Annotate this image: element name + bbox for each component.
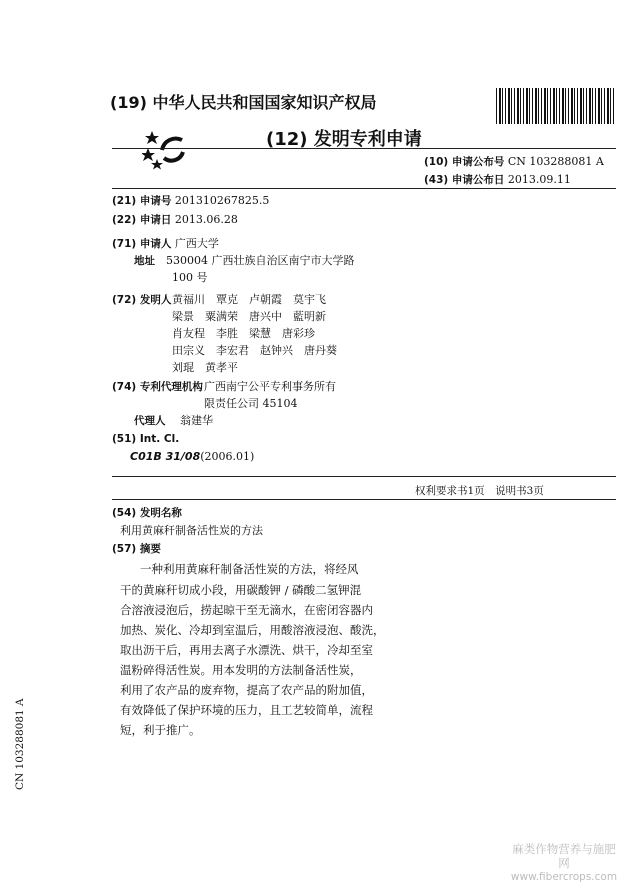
- intcl-entry: [130, 450, 254, 463]
- inventors-line-4: 田宗义 李宏君 赵钟兴 唐丹葵: [172, 344, 337, 357]
- applicant: [112, 235, 219, 251]
- publication-number: [424, 154, 604, 169]
- agent-label: 代理人: [134, 415, 166, 427]
- inventors-line-2: 梁景 粟满荣 唐兴中 藍明新: [172, 310, 326, 323]
- intcl-label: (51) Int. Cl.: [112, 433, 180, 445]
- header-divider: [112, 148, 616, 149]
- abstract-label: (57) 摘要: [112, 543, 161, 555]
- agency-label: (74) 专利代理机构: [112, 381, 203, 393]
- inventors-line-5: 刘琨 黄孝平: [172, 361, 238, 374]
- office-name: (19) 中华人民共和国国家知识产权局: [110, 93, 377, 112]
- title-label: (54) 发明名称: [112, 507, 182, 519]
- applicant-value: 广西大学: [174, 237, 219, 250]
- address-line-1: 530004 广西壮族自治区南宁市大学路: [166, 254, 355, 267]
- publication-date: [424, 172, 571, 187]
- biblio-divider: [112, 188, 616, 189]
- pub-no-label: (10) 申请公布号: [424, 156, 505, 168]
- app-date-value: 2013.06.28: [174, 213, 238, 226]
- pages-divider: [112, 476, 616, 477]
- abstract-line: 利用了农产品的废弃物，提高了农产品的附加值，: [120, 683, 373, 697]
- agency-line-2: 限责任公司 45104: [204, 397, 298, 410]
- app-no-value: 201310267825.5: [174, 194, 270, 207]
- intcl-code: C01B 31/08: [130, 450, 201, 463]
- app-date-label: (22) 申请日: [112, 214, 172, 226]
- inventors-line-1: 黄福川 覃克 卢朝霞 莫宇飞: [172, 293, 326, 306]
- agent-value: 翁建华: [180, 414, 213, 427]
- app-no-label: (21) 申请号: [112, 195, 172, 207]
- abstract-line: 有效降低了保护环境的压力，且工艺较简单，流程: [120, 703, 373, 717]
- watermark-line-1: 麻类作物营养与施肥网: [512, 842, 616, 870]
- address-line-2: 100 号: [172, 271, 208, 284]
- pub-date-value: 2013.09.11: [507, 173, 571, 186]
- pub-no-value: CN 103288081 A: [507, 155, 604, 168]
- address-label: 地址: [134, 255, 155, 267]
- barcode: [496, 88, 616, 124]
- pub-date-label: (43) 申请公布日: [424, 174, 505, 186]
- abstract-line: 一种利用黄麻秆制备活性炭的方法，将经风: [140, 562, 359, 576]
- watermark: [508, 842, 620, 884]
- agency-line-1: 广西南宁公平专利事务所有: [204, 380, 336, 393]
- cnipa-logo-icon: [142, 128, 186, 172]
- inventors-label: (72) 发明人: [112, 294, 172, 306]
- application-date: [112, 212, 238, 227]
- title-divider: [112, 499, 616, 500]
- intcl-version: (2006.01): [200, 450, 255, 463]
- inventors-line-3: 肖友程 李胜 梁慧 唐彩珍: [172, 327, 315, 340]
- invention-title: 利用黄麻秆制备活性炭的方法: [120, 524, 263, 537]
- side-publication-number: CN 103288081 A: [14, 698, 26, 790]
- abstract-line: 温粉碎得活性炭。用本发明的方法制备活性炭，: [120, 663, 362, 677]
- abstract-line: 取出沥干后，再用去离子水漂洗、烘干，冷却至室: [120, 643, 373, 657]
- abstract-line: 短，利于推广。: [120, 723, 201, 737]
- applicant-label: (71) 申请人: [112, 238, 172, 250]
- watermark-line-2: www.fibercrops.com: [510, 871, 618, 883]
- abstract-line: 合溶液浸泡后，捞起晾干至无滴水，在密闭容器内: [120, 603, 373, 617]
- abstract-line: 干的黄麻秆切成小段，用碳酸钾 / 磷酸二氢钾混: [120, 583, 362, 597]
- abstract-line: 加热、炭化、冷却到室温后，用酸溶液浸泡、酸洗，: [120, 623, 385, 637]
- document-type: (12) 发明专利申请: [266, 129, 422, 150]
- application-number: [112, 193, 269, 208]
- pages-info: 权利要求书1页 说明书3页: [415, 485, 544, 497]
